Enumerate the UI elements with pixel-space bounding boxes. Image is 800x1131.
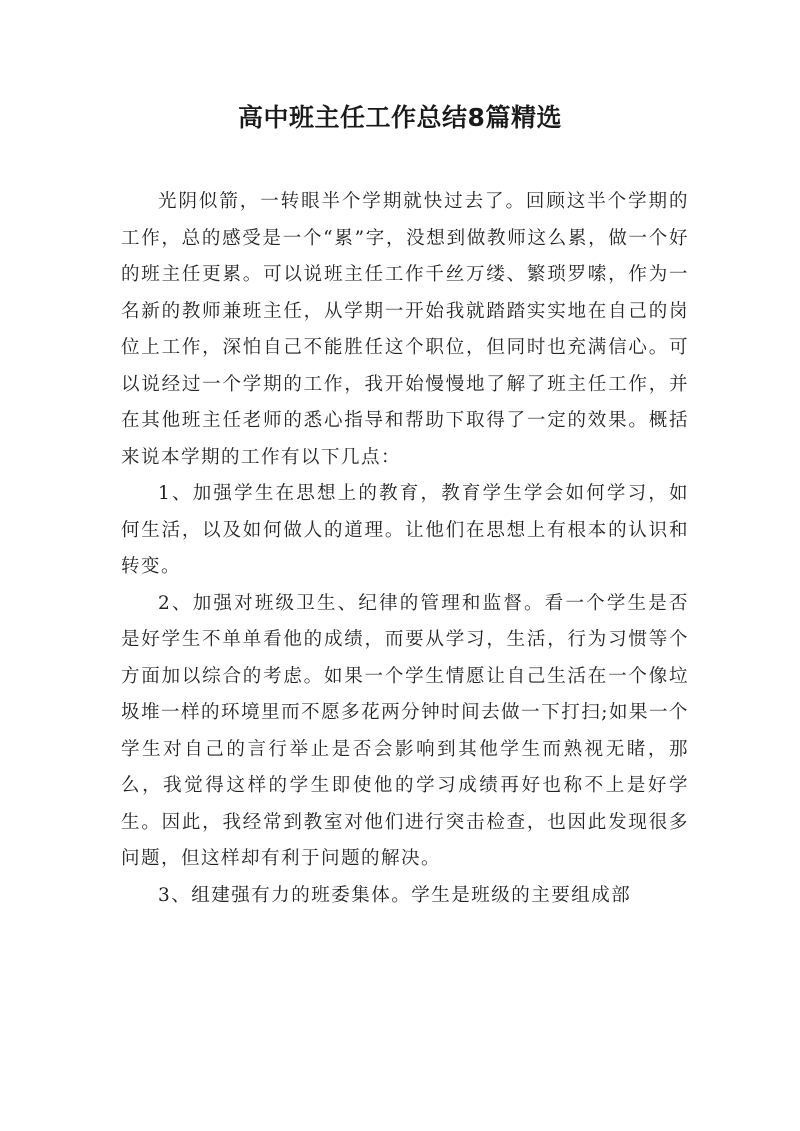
paragraph-point-1: 1、加强学生在思想上的教育，教育学生学会如何学习，如何生活，以及如何做人的道理。让他们在思想上有根本的认识和转变。 xyxy=(121,483,689,577)
document-title: 高中班主任工作总结8篇精选 xyxy=(238,103,562,132)
paragraph-point-2: 2、加强对班级卫生、纪律的管理和监督。看一个学生是否是好学生不单单看他的成绩，而要从学习，生活，行为习惯等个方面加以综合的考虑。如果一个学生情愿让自己生活在一个像垃圾堆一样的环境里而不愿多花两分钟时间去做一下打扫;如果一个学生对自己的言行举止是否会影响到其他学生而熟视无睹，那么，我觉得这样的学生即使他的学习成绩再好也称不上是好学生。因此，我经常到教室对他们进行突击检查，也因此发现很多问题，但这样却有利于问题的解决。 xyxy=(121,592,689,869)
paragraph-intro: 光阴似箭，一转眼半个学期就快过去了。回顾这半个学期的工作，总的感受是一个“累”字，没想到做教师这么累，做一个好的班主任更累。可以说班主任工作千丝万缕、繁琐罗嗦，作为一名新的教师兼班主任，从学期一开始我就踏踏实实地在自己的岗位上工作，深怕自己不能胜任这个职位，但同时也充满信心。可以说经过一个学期的工作，我开始慢慢地了解了班主任工作，并在其他班主任老师的悉心指导和帮助下取得了一定的效果。概括来说本学期的工作有以下几点： xyxy=(121,191,689,468)
paragraph-point-3: 3、组建强有力的班委集体。学生是班级的主要组成部 xyxy=(158,884,632,906)
document-body xyxy=(121,184,689,914)
